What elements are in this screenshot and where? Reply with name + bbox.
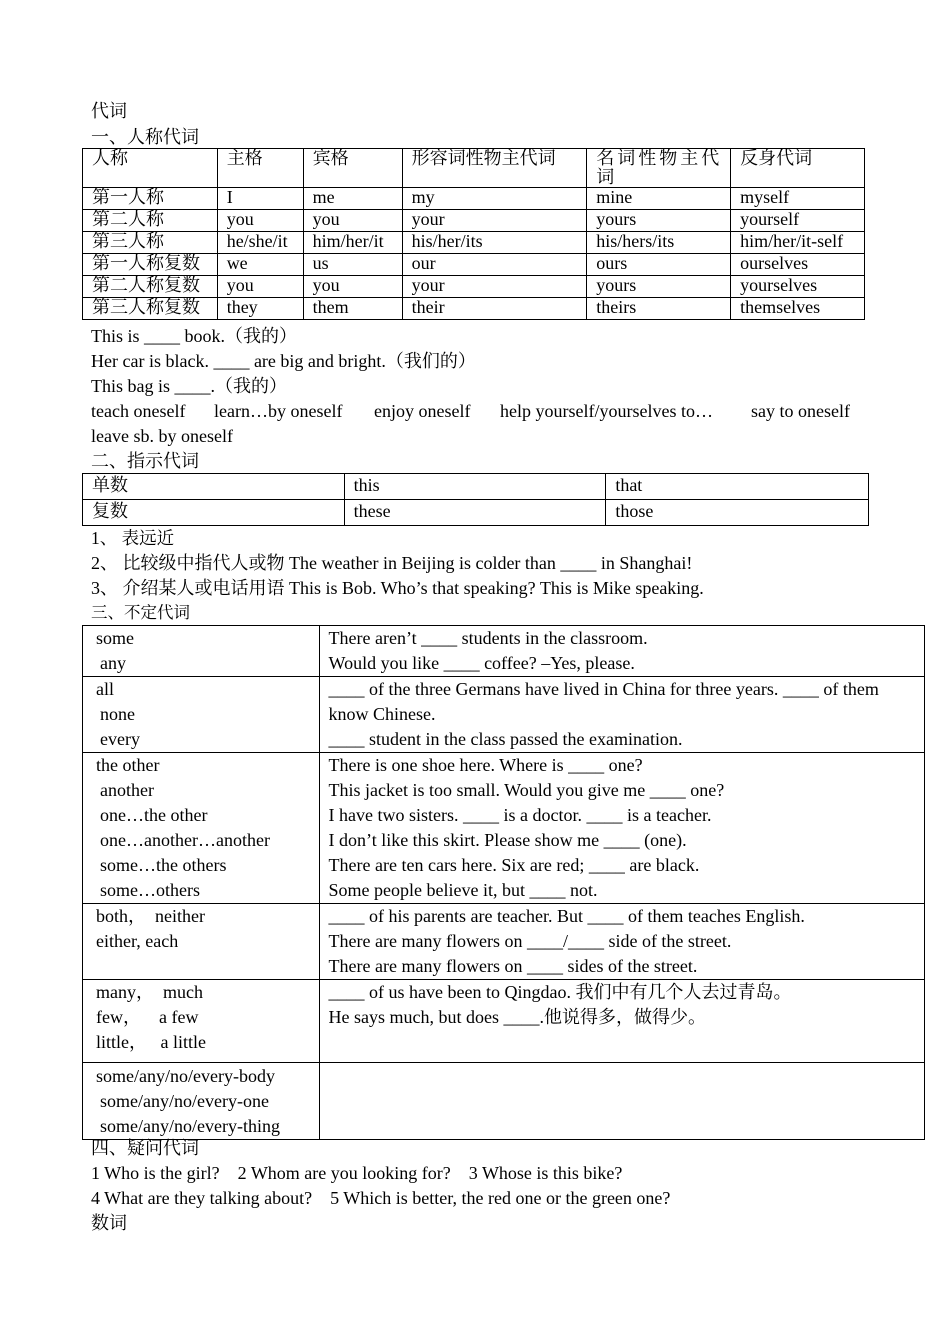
example-sentence: I have two sisters. ____ is a doctor. ____ is a teacher. [328,805,712,825]
section3-heading: 三、不定代词 [91,603,190,622]
pronoun-word: some…others [100,880,200,900]
table-cell: his/her/its [402,232,587,254]
table-row [83,276,865,298]
example-line: This is ____ book.（我的） [91,326,298,346]
table-cell: I [217,188,303,210]
phrase: enjoy oneself [374,401,471,421]
words-cell [83,980,320,1063]
section4-heading: 四、疑问代词 [91,1138,199,1158]
table-cell: their [402,298,587,320]
next-section-title: 数词 [91,1213,127,1233]
personal-pronoun-table [82,148,865,320]
pronoun-word: both， neither [96,906,205,926]
pronoun-word: some/any/no/every-thing [100,1116,280,1136]
table-cell: themselves [731,298,865,320]
table-cell: they [217,298,303,320]
table-row [83,980,925,1063]
example-sentence: There are many flowers on ____/____ side of the street. [328,931,732,951]
example-sentence: know Chinese. [328,704,436,724]
table-cell: 第三人称 [83,232,218,254]
table-row [83,904,925,980]
example-line: Her car is black. ____ are big and bright.（我们的） [91,351,476,371]
example-sentence: There are many flowers on ____ sides of the street. [328,956,698,976]
table-cell: that [606,474,869,500]
pronoun-word: every [100,729,140,749]
table-row [83,210,865,232]
header-cell: 反身代词 [731,149,865,188]
table-cell: 第一人称 [83,188,218,210]
phrase: help yourself/yourselves to… [500,401,713,421]
section1-heading: 一、人称代词 [91,127,199,147]
pronoun-word: some/any/no/every-body [96,1066,275,1086]
phrase: learn…by oneself [214,401,343,421]
table-cell: them [303,298,402,320]
table-cell: his/hers/its [587,232,731,254]
note-line: 2、 比较级中指代人或物 The weather in Beijing is colder than ____ in Shanghai! [91,553,693,573]
words-cell [83,1063,320,1140]
example-line: This bag is ____.（我的） [91,376,287,396]
table-cell: theirs [587,298,731,320]
examples-cell [319,980,924,1063]
table-row [83,188,865,210]
example-sentence: ____ student in the class passed the examination. [328,729,683,749]
table-cell: you [303,210,402,232]
words-cell [83,753,320,904]
table-cell: me [303,188,402,210]
example-sentence: I don’t like this skirt. Please show me ____ (one). [328,830,687,850]
table-cell: myself [731,188,865,210]
words-cell [83,677,320,753]
table-cell: 第一人称复数 [83,254,218,276]
table-cell: your [402,210,587,232]
example-sentence: ____ of us have been to Qingdao. 我们中有几个人去过青岛。 [328,982,792,1002]
table-cell: ours [587,254,731,276]
examples-cell [319,753,924,904]
demonstrative-pronoun-table [82,473,869,526]
table-row [83,298,865,320]
example-sentence: Would you like ____ coffee? –Yes, please. [328,653,635,673]
example-sentence: There is one shoe here. Where is ____ one? [328,755,643,775]
pronoun-word: one…another…another [100,830,270,850]
words-cell [83,626,320,677]
header-cell: 形容词性物主代词 [402,149,587,188]
table-cell: yours [587,210,731,232]
doc-title: 代词 [91,101,127,121]
examples-cell [319,626,924,677]
question-line: 1 Who is the girl? 2 Whom are you looking for? 3 Whose is this bike? [91,1163,623,1183]
example-sentence: There aren’t ____ students in the classroom. [328,628,648,648]
example-sentence: He says much, but does ____.他说得多，做得少。 [328,1007,707,1027]
table-row [83,753,925,904]
table-cell: mine [587,188,731,210]
table-row [83,1063,925,1140]
pronoun-word: none [100,704,135,724]
table-cell: 第三人称复数 [83,298,218,320]
pronoun-word: little， a little [96,1032,206,1052]
table-cell: you [217,276,303,298]
table-cell: you [217,210,303,232]
words-cell [83,904,320,980]
header-cell: 名词性物主代词 [587,149,731,188]
table-cell: this [344,474,606,500]
example-sentence: ____ of the three Germans have lived in China for three years. ____ of them [328,679,879,699]
header-cell: 宾格 [303,149,402,188]
table-cell: him/her/it-self [731,232,865,254]
table-cell: yourself [731,210,865,232]
section2-heading: 二、指示代词 [91,451,199,471]
pronoun-word: either, each [96,931,179,951]
pronoun-word: few， a few [96,1007,199,1027]
table-cell: he/she/it [217,232,303,254]
table-row [83,232,865,254]
table-cell: 第二人称 [83,210,218,232]
table-cell: 复数 [83,500,345,526]
table-row [83,500,869,526]
pronoun-word: many， much [96,982,203,1002]
example-sentence: ____ of his parents are teacher. But ____ of them teaches English. [328,906,805,926]
table-row [83,677,925,753]
phrase: leave sb. by oneself [91,426,233,446]
pronoun-word: any [100,653,126,673]
header-cell: 主格 [217,149,303,188]
pronoun-word: all [96,679,114,699]
examples-cell [319,1063,924,1140]
table-cell: yourselves [731,276,865,298]
phrase: say to oneself [751,401,850,421]
examples-cell [319,677,924,753]
table-row [83,474,869,500]
table-cell: ourselves [731,254,865,276]
phrase: teach oneself [91,401,186,421]
table-cell: you [303,276,402,298]
table-cell: my [402,188,587,210]
pronoun-word: another [100,780,154,800]
table-cell: us [303,254,402,276]
pronoun-word: some [96,628,134,648]
example-sentence: Some people believe it, but ____ not. [328,880,598,900]
pronoun-word: some…the others [100,855,227,875]
table-cell: those [606,500,869,526]
note-line: 3、 介绍某人或电话用语 This is Bob. Who’s that speaking? This is Mike speaking. [91,578,704,598]
table-row [83,254,865,276]
table-cell: these [344,500,606,526]
examples-cell [319,904,924,980]
pronoun-word: one…the other [100,805,208,825]
indefinite-pronoun-table [82,625,925,1140]
table-cell: 第二人称复数 [83,276,218,298]
table-cell: 单数 [83,474,345,500]
pronoun-word: the other [96,755,160,775]
question-line: 4 What are they talking about? 5 Which is better, the red one or the green one? [91,1188,671,1208]
table-cell: your [402,276,587,298]
example-sentence: There are ten cars here. Six are red; ____ are black. [328,855,700,875]
table-row [83,626,925,677]
pronoun-word: some/any/no/every-one [100,1091,269,1111]
table-cell: our [402,254,587,276]
example-sentence: This jacket is too small. Would you give me ____ one? [328,780,725,800]
table-cell: him/her/it [303,232,402,254]
table-header-row [83,149,865,188]
table-cell: yours [587,276,731,298]
header-cell: 人称 [83,149,218,188]
note-line: 1、 表远近 [91,528,175,548]
table-cell: we [217,254,303,276]
